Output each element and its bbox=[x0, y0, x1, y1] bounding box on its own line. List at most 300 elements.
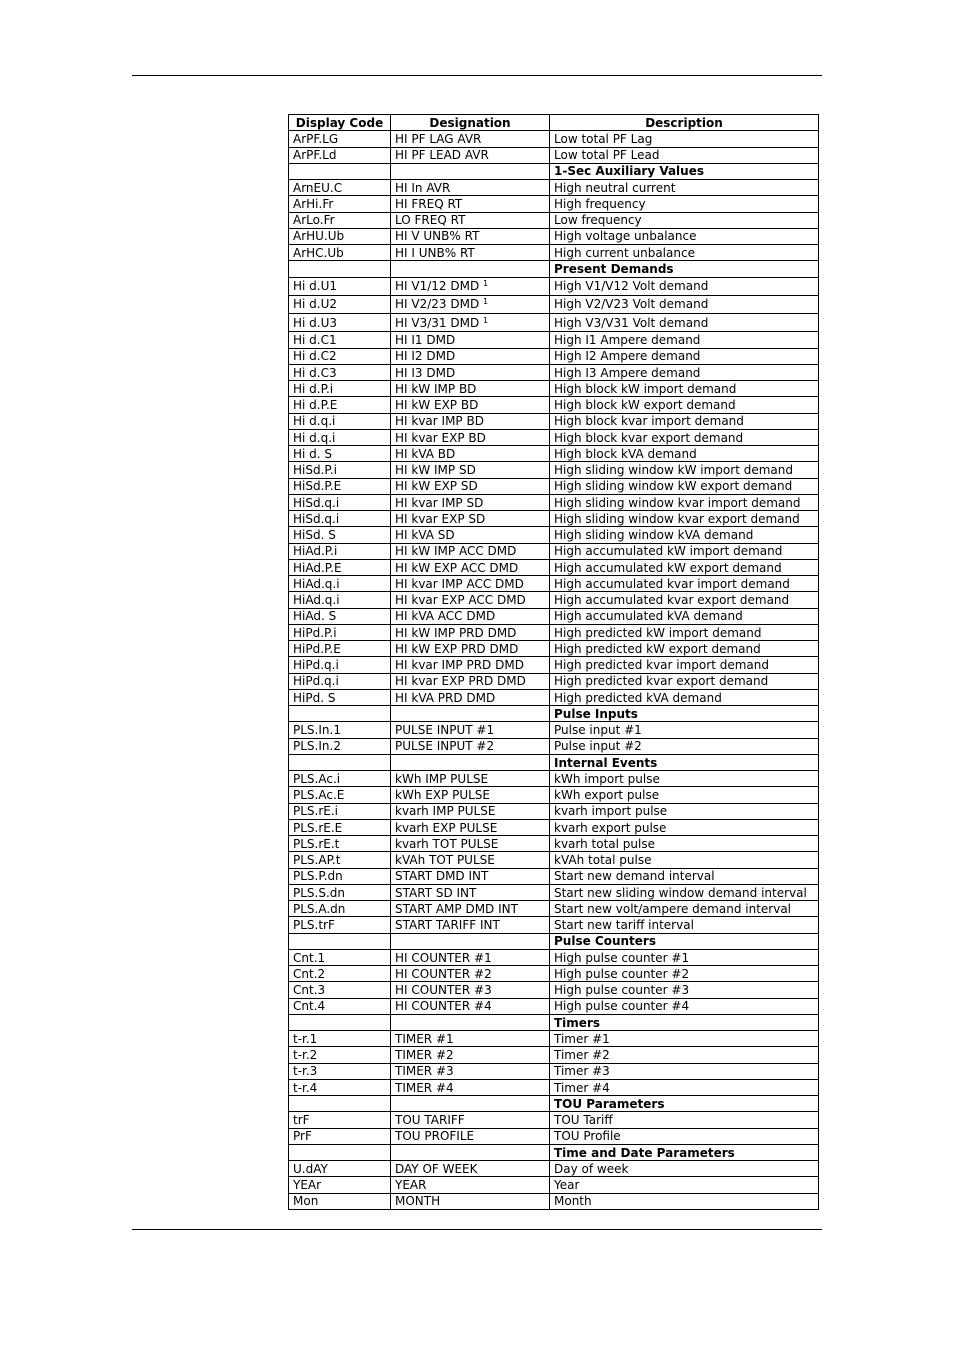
designation-cell bbox=[391, 722, 550, 738]
designation-cell bbox=[391, 180, 550, 196]
designation-text: HI I2 DMD bbox=[395, 349, 456, 364]
description-cell: High voltage unbalance bbox=[550, 228, 819, 244]
description-cell: High accumulated kW export demand bbox=[550, 559, 819, 575]
display-code-cell: PLS.Ac.E bbox=[289, 787, 391, 803]
table-row bbox=[289, 819, 819, 835]
designation-text: kvarh EXP PULSE bbox=[395, 820, 498, 835]
designation-text: HI kvar EXP PRD DMD bbox=[395, 674, 526, 689]
description-cell: High predicted kW import demand bbox=[550, 624, 819, 640]
designation-cell bbox=[391, 917, 550, 933]
display-code-cell: PLS.rE.i bbox=[289, 803, 391, 819]
table-row bbox=[289, 413, 819, 429]
designation-text: HI V UNB% RT bbox=[395, 229, 480, 244]
description-cell: High I1 Ampere demand bbox=[550, 332, 819, 348]
display-code-cell: PLS.rE.t bbox=[289, 836, 391, 852]
designation-cell bbox=[391, 771, 550, 787]
section-code-cell bbox=[289, 1014, 391, 1030]
section-designation-cell bbox=[391, 1144, 550, 1160]
description-cell: High current unbalance bbox=[550, 245, 819, 261]
description-cell: Timer #1 bbox=[550, 1031, 819, 1047]
display-code-cell: PLS.A.dn bbox=[289, 901, 391, 917]
display-code-cell: PLS.P.dn bbox=[289, 868, 391, 884]
section-designation-cell bbox=[391, 261, 550, 277]
designation-text: HI kvar IMP ACC DMD bbox=[395, 576, 524, 591]
section-row bbox=[289, 1014, 819, 1030]
designation-text: HI kVA SD bbox=[395, 528, 455, 543]
table-row bbox=[289, 966, 819, 982]
section-code-cell bbox=[289, 754, 391, 770]
designation-text: HI In AVR bbox=[395, 180, 451, 195]
designation-text: HI kvar EXP SD bbox=[395, 511, 486, 526]
description-cell: High accumulated kvar export demand bbox=[550, 592, 819, 608]
designation-cell bbox=[391, 446, 550, 462]
table-row bbox=[289, 196, 819, 212]
description-cell: High predicted kW export demand bbox=[550, 641, 819, 657]
table-row bbox=[289, 429, 819, 445]
display-code-cell: Hi d.C2 bbox=[289, 348, 391, 364]
table-row bbox=[289, 348, 819, 364]
description-cell: High block kvar import demand bbox=[550, 413, 819, 429]
description-cell: kVAh total pulse bbox=[550, 852, 819, 868]
table-row bbox=[289, 722, 819, 738]
description-cell: High V2/V23 Volt demand bbox=[550, 295, 819, 313]
display-code-cell: ArLo.Fr bbox=[289, 212, 391, 228]
designation-text: TIMER #4 bbox=[395, 1080, 454, 1095]
table-row bbox=[289, 364, 819, 380]
designation-text: kvarh TOT PULSE bbox=[395, 836, 499, 851]
designation-cell bbox=[391, 147, 550, 163]
table-row bbox=[289, 868, 819, 884]
display-code-cell: YEAr bbox=[289, 1177, 391, 1193]
table-row bbox=[289, 852, 819, 868]
designation-cell bbox=[391, 381, 550, 397]
description-cell: High V3/V31 Volt demand bbox=[550, 314, 819, 332]
description-cell: Start new volt/ampere demand interval bbox=[550, 901, 819, 917]
designation-text: HI kvar EXP BD bbox=[395, 430, 486, 445]
designation-cell bbox=[391, 657, 550, 673]
table-row bbox=[289, 608, 819, 624]
section-code-cell bbox=[289, 1144, 391, 1160]
designation-text: TIMER #2 bbox=[395, 1048, 454, 1063]
table-row bbox=[289, 314, 819, 332]
display-code-cell: ArHU.Ub bbox=[289, 228, 391, 244]
display-code-cell: HiSd.P.i bbox=[289, 462, 391, 478]
description-cell: High predicted kVA demand bbox=[550, 689, 819, 705]
display-code-cell: HiPd.q.i bbox=[289, 673, 391, 689]
designation-cell bbox=[391, 1079, 550, 1095]
table-row bbox=[289, 657, 819, 673]
table-row bbox=[289, 917, 819, 933]
designation-cell bbox=[391, 245, 550, 261]
designation-cell bbox=[391, 608, 550, 624]
table-row bbox=[289, 901, 819, 917]
section-heading: TOU Parameters bbox=[550, 1096, 819, 1112]
designation-text: HI I1 DMD bbox=[395, 333, 456, 348]
header-display-code: Display Code bbox=[289, 115, 391, 131]
description-cell: High sliding window kvar import demand bbox=[550, 494, 819, 510]
display-code-cell: HiPd. S bbox=[289, 689, 391, 705]
description-cell: High sliding window kvar export demand bbox=[550, 511, 819, 527]
description-cell: kvarh export pulse bbox=[550, 819, 819, 835]
description-cell: High sliding window kVA demand bbox=[550, 527, 819, 543]
display-code-cell: U.dAY bbox=[289, 1161, 391, 1177]
designation-text: MONTH bbox=[395, 1194, 441, 1209]
designation-cell bbox=[391, 527, 550, 543]
designation-text: LO FREQ RT bbox=[395, 213, 466, 228]
designation-cell bbox=[391, 738, 550, 754]
display-code-cell: t-r.3 bbox=[289, 1063, 391, 1079]
designation-text: START TARIFF INT bbox=[395, 918, 500, 933]
designation-text: HI kVA PRD DMD bbox=[395, 690, 496, 705]
designation-text: HI kVA ACC DMD bbox=[395, 609, 496, 624]
designation-cell bbox=[391, 462, 550, 478]
display-code-cell: HiPd.P.E bbox=[289, 641, 391, 657]
section-row bbox=[289, 1144, 819, 1160]
section-row bbox=[289, 754, 819, 770]
table-row bbox=[289, 998, 819, 1014]
description-cell: kWh import pulse bbox=[550, 771, 819, 787]
display-code-cell: HiAd. S bbox=[289, 608, 391, 624]
display-code-cell: Cnt.3 bbox=[289, 982, 391, 998]
description-cell: High predicted kvar export demand bbox=[550, 673, 819, 689]
designation-text: HI I3 DMD bbox=[395, 365, 456, 380]
table-row bbox=[289, 277, 819, 295]
display-code-cell: HiAd.q.i bbox=[289, 592, 391, 608]
table-row bbox=[289, 295, 819, 313]
footnote-marker: 1 bbox=[483, 315, 489, 325]
designation-text: kVAh TOT PULSE bbox=[395, 853, 495, 868]
description-cell: High block kVA demand bbox=[550, 446, 819, 462]
table-row bbox=[289, 592, 819, 608]
display-code-cell: Cnt.4 bbox=[289, 998, 391, 1014]
table-row bbox=[289, 803, 819, 819]
table-row bbox=[289, 624, 819, 640]
description-cell: High block kvar export demand bbox=[550, 429, 819, 445]
designation-text: TOU PROFILE bbox=[395, 1129, 475, 1144]
designation-text: HI COUNTER #3 bbox=[395, 983, 492, 998]
footer-rule bbox=[132, 1229, 822, 1230]
display-code-cell: ArHi.Fr bbox=[289, 196, 391, 212]
section-designation-cell bbox=[391, 754, 550, 770]
description-cell: TOU Profile bbox=[550, 1128, 819, 1144]
display-code-cell: HiAd.q.i bbox=[289, 576, 391, 592]
table-row bbox=[289, 478, 819, 494]
designation-text: START DMD INT bbox=[395, 869, 489, 884]
designation-text: HI COUNTER #1 bbox=[395, 950, 492, 965]
display-code-cell: ArPF.LG bbox=[289, 131, 391, 147]
designation-text: HI COUNTER #4 bbox=[395, 999, 492, 1014]
designation-text: HI V2/23 DMD bbox=[395, 297, 480, 312]
table-row bbox=[289, 511, 819, 527]
display-code-cell: Cnt.2 bbox=[289, 966, 391, 982]
section-designation-cell bbox=[391, 163, 550, 179]
designation-cell bbox=[391, 1161, 550, 1177]
designation-text: YEAR bbox=[395, 1178, 427, 1193]
display-code-cell: t-r.1 bbox=[289, 1031, 391, 1047]
designation-text: HI kW IMP ACC DMD bbox=[395, 544, 517, 559]
designation-cell bbox=[391, 901, 550, 917]
designation-cell bbox=[391, 1128, 550, 1144]
designation-cell bbox=[391, 196, 550, 212]
table-row bbox=[289, 982, 819, 998]
section-row bbox=[289, 933, 819, 949]
display-code-cell: HiPd.P.i bbox=[289, 624, 391, 640]
description-cell: High pulse counter #3 bbox=[550, 982, 819, 998]
display-code-cell: Hi d. S bbox=[289, 446, 391, 462]
description-cell: High V1/V12 Volt demand bbox=[550, 277, 819, 295]
table-row bbox=[289, 543, 819, 559]
designation-cell bbox=[391, 787, 550, 803]
description-cell: Low total PF Lag bbox=[550, 131, 819, 147]
designation-cell bbox=[391, 1063, 550, 1079]
display-code-cell: PLS.Ac.i bbox=[289, 771, 391, 787]
section-heading: Present Demands bbox=[550, 261, 819, 277]
table-row bbox=[289, 212, 819, 228]
display-code-cell: HiSd. S bbox=[289, 527, 391, 543]
table-row bbox=[289, 836, 819, 852]
designation-cell bbox=[391, 1177, 550, 1193]
designation-cell bbox=[391, 348, 550, 364]
designation-cell bbox=[391, 868, 550, 884]
designation-cell bbox=[391, 689, 550, 705]
description-cell: High pulse counter #2 bbox=[550, 966, 819, 982]
description-cell: TOU Tariff bbox=[550, 1112, 819, 1128]
display-code-cell: Hi d.U3 bbox=[289, 314, 391, 332]
section-heading: Pulse Counters bbox=[550, 933, 819, 949]
section-row bbox=[289, 163, 819, 179]
section-row bbox=[289, 706, 819, 722]
section-code-cell bbox=[289, 261, 391, 277]
display-code-cell: PLS.S.dn bbox=[289, 884, 391, 900]
display-code-cell: ArnEU.C bbox=[289, 180, 391, 196]
designation-text: HI kvar IMP PRD DMD bbox=[395, 658, 524, 673]
description-cell: Pulse input #2 bbox=[550, 738, 819, 754]
table-row bbox=[289, 1063, 819, 1079]
table-row bbox=[289, 131, 819, 147]
designation-cell bbox=[391, 982, 550, 998]
display-code-cell: PLS.AP.t bbox=[289, 852, 391, 868]
designation-text: HI V3/31 DMD bbox=[395, 315, 480, 330]
designation-cell bbox=[391, 1193, 550, 1209]
footnote-marker: 1 bbox=[483, 297, 489, 307]
display-code-cell: Hi d.P.i bbox=[289, 381, 391, 397]
description-cell: kvarh total pulse bbox=[550, 836, 819, 852]
designation-cell bbox=[391, 803, 550, 819]
table-row bbox=[289, 1193, 819, 1209]
designation-cell bbox=[391, 228, 550, 244]
designation-cell bbox=[391, 364, 550, 380]
table-row bbox=[289, 147, 819, 163]
table-row bbox=[289, 787, 819, 803]
description-cell: High neutral current bbox=[550, 180, 819, 196]
designation-text: DAY OF WEEK bbox=[395, 1161, 478, 1176]
designation-cell bbox=[391, 1031, 550, 1047]
display-code-cell: Hi d.C3 bbox=[289, 364, 391, 380]
table-row bbox=[289, 228, 819, 244]
designation-text: HI kVA BD bbox=[395, 446, 456, 461]
description-cell: Low total PF Lead bbox=[550, 147, 819, 163]
designation-cell bbox=[391, 819, 550, 835]
footnote-marker: 1 bbox=[483, 279, 489, 289]
display-code-cell: PLS.trF bbox=[289, 917, 391, 933]
description-cell: High accumulated kVA demand bbox=[550, 608, 819, 624]
section-designation-cell bbox=[391, 933, 550, 949]
display-code-cell: PLS.In.1 bbox=[289, 722, 391, 738]
designation-cell bbox=[391, 277, 550, 295]
display-code-cell: ArPF.Ld bbox=[289, 147, 391, 163]
table-row bbox=[289, 1047, 819, 1063]
designation-cell bbox=[391, 1112, 550, 1128]
table-row bbox=[289, 245, 819, 261]
description-cell: High accumulated kW import demand bbox=[550, 543, 819, 559]
table-row bbox=[289, 381, 819, 397]
display-code-cell: Hi d.C1 bbox=[289, 332, 391, 348]
designation-text: kWh IMP PULSE bbox=[395, 771, 489, 786]
description-cell: Timer #3 bbox=[550, 1063, 819, 1079]
display-code-cell: Hi d.q.i bbox=[289, 429, 391, 445]
description-cell: Pulse input #1 bbox=[550, 722, 819, 738]
section-row bbox=[289, 261, 819, 277]
table-row bbox=[289, 332, 819, 348]
designation-cell bbox=[391, 673, 550, 689]
designation-cell bbox=[391, 576, 550, 592]
display-code-cell: HiAd.P.E bbox=[289, 559, 391, 575]
designation-cell bbox=[391, 511, 550, 527]
display-code-cell: Hi d.P.E bbox=[289, 397, 391, 413]
designation-text: START AMP DMD INT bbox=[395, 901, 518, 916]
table-row bbox=[289, 1161, 819, 1177]
section-code-cell bbox=[289, 933, 391, 949]
table-row bbox=[289, 1031, 819, 1047]
table-row bbox=[289, 1112, 819, 1128]
table-row bbox=[289, 462, 819, 478]
description-cell: Day of week bbox=[550, 1161, 819, 1177]
display-code-table bbox=[288, 114, 819, 1210]
designation-cell bbox=[391, 212, 550, 228]
table-row bbox=[289, 949, 819, 965]
table-header-row bbox=[289, 115, 819, 131]
table-row bbox=[289, 576, 819, 592]
designation-cell bbox=[391, 884, 550, 900]
description-cell: Month bbox=[550, 1193, 819, 1209]
designation-text: TIMER #3 bbox=[395, 1064, 454, 1079]
description-cell: High block kW import demand bbox=[550, 381, 819, 397]
table-row bbox=[289, 1128, 819, 1144]
description-cell: Start new demand interval bbox=[550, 868, 819, 884]
table-row bbox=[289, 673, 819, 689]
table-row bbox=[289, 397, 819, 413]
designation-cell bbox=[391, 592, 550, 608]
description-cell: High I3 Ampere demand bbox=[550, 364, 819, 380]
display-code-cell: Mon bbox=[289, 1193, 391, 1209]
display-code-cell: HiSd.q.i bbox=[289, 494, 391, 510]
designation-cell bbox=[391, 478, 550, 494]
display-code-cell: t-r.2 bbox=[289, 1047, 391, 1063]
designation-text: HI kW EXP SD bbox=[395, 479, 478, 494]
designation-cell bbox=[391, 641, 550, 657]
display-code-cell: ArHC.Ub bbox=[289, 245, 391, 261]
table-body bbox=[289, 131, 819, 1210]
description-cell: Low frequency bbox=[550, 212, 819, 228]
section-heading: Internal Events bbox=[550, 754, 819, 770]
description-cell: Start new tariff interval bbox=[550, 917, 819, 933]
display-code-cell: PLS.In.2 bbox=[289, 738, 391, 754]
designation-text: HI COUNTER #2 bbox=[395, 966, 492, 981]
designation-text: HI PF LEAD AVR bbox=[395, 148, 489, 163]
table-row bbox=[289, 738, 819, 754]
table-row bbox=[289, 689, 819, 705]
designation-text: PULSE INPUT #2 bbox=[395, 739, 495, 754]
header-rule bbox=[132, 75, 822, 76]
designation-cell bbox=[391, 966, 550, 982]
designation-cell bbox=[391, 624, 550, 640]
display-code-cell: PLS.rE.E bbox=[289, 819, 391, 835]
designation-text: HI PF LAG AVR bbox=[395, 131, 482, 146]
designation-text: kWh EXP PULSE bbox=[395, 788, 490, 803]
table-row bbox=[289, 446, 819, 462]
designation-text: HI kvar EXP ACC DMD bbox=[395, 593, 526, 608]
display-code-cell: Hi d.U1 bbox=[289, 277, 391, 295]
designation-text: HI kW IMP PRD DMD bbox=[395, 625, 517, 640]
designation-cell bbox=[391, 852, 550, 868]
table-row bbox=[289, 771, 819, 787]
description-cell: High frequency bbox=[550, 196, 819, 212]
section-heading: Time and Date Parameters bbox=[550, 1144, 819, 1160]
description-cell: High I2 Ampere demand bbox=[550, 348, 819, 364]
table-row bbox=[289, 884, 819, 900]
section-designation-cell bbox=[391, 1096, 550, 1112]
section-code-cell bbox=[289, 1096, 391, 1112]
designation-cell bbox=[391, 429, 550, 445]
display-code-cell: Cnt.1 bbox=[289, 949, 391, 965]
display-code-cell: Hi d.U2 bbox=[289, 295, 391, 313]
display-code-cell: HiPd.q.i bbox=[289, 657, 391, 673]
designation-text: HI kvar IMP BD bbox=[395, 414, 484, 429]
designation-cell bbox=[391, 836, 550, 852]
description-cell: High accumulated kvar import demand bbox=[550, 576, 819, 592]
designation-cell bbox=[391, 397, 550, 413]
designation-text: HI kW EXP PRD DMD bbox=[395, 641, 519, 656]
designation-cell bbox=[391, 131, 550, 147]
table-row bbox=[289, 1079, 819, 1095]
section-designation-cell bbox=[391, 706, 550, 722]
description-cell: High pulse counter #4 bbox=[550, 998, 819, 1014]
designation-cell bbox=[391, 494, 550, 510]
section-heading: 1-Sec Auxiliary Values bbox=[550, 163, 819, 179]
header-description: Description bbox=[550, 115, 819, 131]
designation-text: HI FREQ RT bbox=[395, 196, 463, 211]
display-code-cell: HiSd.P.E bbox=[289, 478, 391, 494]
display-code-cell: HiSd.q.i bbox=[289, 511, 391, 527]
designation-text: PULSE INPUT #1 bbox=[395, 723, 495, 738]
table-row bbox=[289, 494, 819, 510]
display-code-cell: trF bbox=[289, 1112, 391, 1128]
designation-cell bbox=[391, 998, 550, 1014]
designation-text: START SD INT bbox=[395, 885, 477, 900]
section-designation-cell bbox=[391, 1014, 550, 1030]
section-heading: Timers bbox=[550, 1014, 819, 1030]
designation-text: HI kvar IMP SD bbox=[395, 495, 484, 510]
display-code-cell: HiAd.P.i bbox=[289, 543, 391, 559]
table-row bbox=[289, 1177, 819, 1193]
designation-cell bbox=[391, 413, 550, 429]
description-cell: High predicted kvar import demand bbox=[550, 657, 819, 673]
designation-text: HI kW IMP SD bbox=[395, 463, 476, 478]
table-row bbox=[289, 559, 819, 575]
section-row bbox=[289, 1096, 819, 1112]
designation-cell bbox=[391, 949, 550, 965]
description-cell: Start new sliding window demand interval bbox=[550, 884, 819, 900]
